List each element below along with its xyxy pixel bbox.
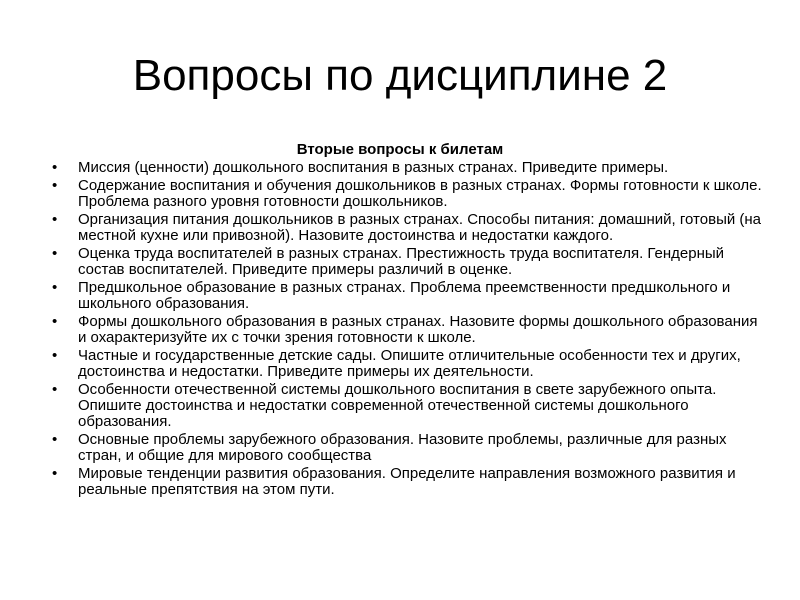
question-text: Частные и государственные детские сады. Опишите отличительные особенности тех и других, достоинства и недостатки. Приведите примеры их деятельности. (78, 347, 741, 380)
question-text: Миссия (ценности) дошкольного воспитания в разных странах. Приведите примеры. (78, 159, 669, 176)
question-text: Основные проблемы зарубежного образования. Назовите проблемы, различные для разных стран, и общие для мирового сообщества (78, 431, 727, 464)
question-item (50, 466, 765, 498)
question-list (50, 160, 765, 500)
question-text: Организация питания дошкольников в разных странах. Способы питания: домашний, готовый (на местной кухне или привозной). Назовите достоинства и недостатки каждого. (78, 211, 762, 244)
bullet-icon: • (52, 431, 58, 448)
question-item (50, 212, 765, 244)
bullet-icon: • (52, 159, 58, 176)
bullet-icon: • (52, 211, 58, 228)
question-item (50, 382, 765, 430)
slide-subtitle: Вторые вопросы к билетам (296, 141, 504, 158)
bullet-icon: • (52, 177, 58, 194)
question-text: Формы дошкольного образования в разных странах. Назовите формы дошкольного образования и охарактеризуйте их с точки зрения готовности к школе. (78, 313, 758, 346)
bullet-icon: • (52, 465, 58, 482)
bullet-icon: • (52, 313, 58, 330)
slide-title: Вопросы по дисциплине 2 (132, 51, 668, 100)
bullet-icon: • (52, 381, 58, 398)
question-text: Содержание воспитания и обучения дошкольников в разных странах. Формы готовности к школе. Проблема разного уровня готовности дошкольников. (78, 177, 762, 210)
question-text: Особенности отечественной системы дошкольного воспитания в свете зарубежного опыта. Опишите достоинства и недостатки современной отечественной системы дошкольного образования. (78, 381, 717, 430)
bullet-icon: • (52, 245, 58, 262)
question-text: Оценка труда воспитателей в разных странах. Престижность труда воспитателя. Гендерный состав воспитателей. Приведите примеры различий в оценке. (78, 245, 725, 278)
bullet-icon: • (52, 347, 58, 364)
question-item (50, 314, 765, 346)
question-item (50, 246, 765, 278)
question-item (50, 432, 765, 464)
bullet-icon: • (52, 279, 58, 296)
question-text: Предшкольное образование в разных странах. Проблема преемственности предшкольного и школьного образования. (78, 279, 731, 312)
question-item (50, 348, 765, 380)
question-text: Мировые тенденции развития образования. Определите направления возможного развития и реальные препятствия на этом пути. (78, 465, 736, 498)
question-item (50, 178, 765, 210)
question-item (50, 280, 765, 312)
question-item (50, 160, 765, 176)
